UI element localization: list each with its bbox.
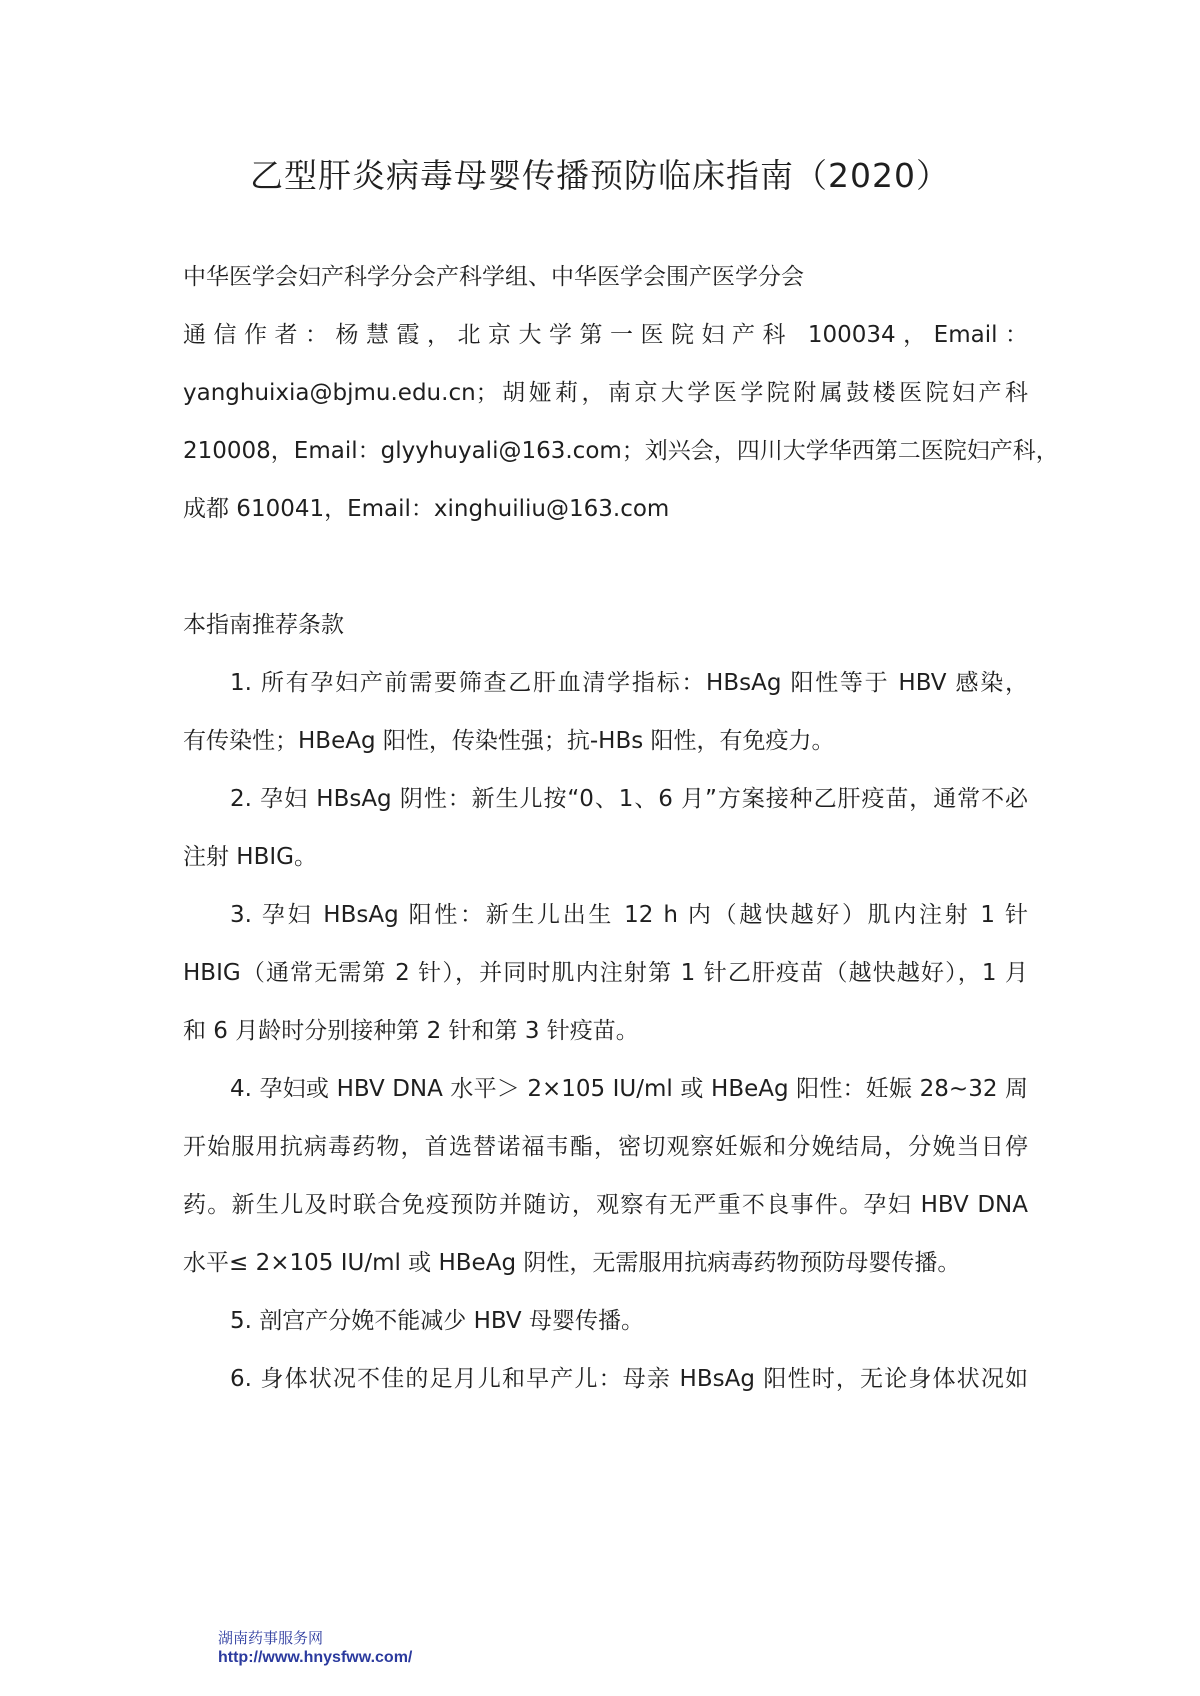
recommendation-4-line-4: 水平≤ 2×105 IU/ml 或 HBeAg 阴性，无需服用抗病毒药物预防母婴传播。 — [183, 1250, 961, 1276]
recommendation-6-line-1: 6. 身体状况不佳的足月儿和早产儿：母亲 HBsAg 阳性时，无论身体状况如 — [230, 1366, 1028, 1392]
recommendation-3-line-2: HBIG（通常无需第 2 针），并同时肌内注射第 1 针乙肝疫苗（越快越好），1 月 — [183, 960, 1028, 986]
correspondence-line-3: 210008，Email：glyyhuyali@163.com；刘兴会，四川大学华西第二医院妇产科， — [183, 438, 1059, 464]
recommendation-4-line-2: 开始服用抗病毒药物，首选替诺福韦酯，密切观察妊娠和分娩结局，分娩当日停 — [183, 1134, 1028, 1160]
recommendation-4-line-1: 4. 孕妇或 HBV DNA 水平＞ 2×105 IU/ml 或 HBeAg 阳性：妊娠 28~32 周 — [230, 1076, 1028, 1102]
footer-site-name: 湖南药事服务网 — [218, 1629, 324, 1647]
section-heading: 本指南推荐条款 — [183, 612, 344, 638]
recommendation-4-line-3: 药。新生儿及时联合免疫预防并随访，观察有无严重不良事件。孕妇 HBV DNA — [183, 1192, 1028, 1218]
recommendation-2-line-2: 注射 HBIG。 — [183, 844, 317, 870]
correspondence-line-2: yanghuixia@bjmu.edu.cn；胡娅莉，南京大学医学院附属鼓楼医院妇产科 — [183, 380, 1028, 406]
recommendation-1-line-1: 1. 所有孕妇产前需要筛查乙肝血清学指标：HBsAg 阳性等于 HBV 感染， — [230, 670, 1028, 696]
organization-line: 中华医学会妇产科学分会产科学组、中华医学会围产医学分会 — [183, 264, 804, 290]
correspondence-line-1: 通信作者：杨慧霞，北京大学第一医院妇产科 100034，Email： — [183, 322, 1028, 348]
recommendation-5-line-1: 5. 剖宫产分娩不能减少 HBV 母婴传播。 — [230, 1308, 644, 1334]
recommendation-3-line-1: 3. 孕妇 HBsAg 阳性：新生儿出生 12 h 内（越快越好）肌内注射 1 针 — [230, 902, 1028, 928]
correspondence-line-4: 成都 610041，Email：xinghuiliu@163.com — [183, 496, 670, 522]
recommendation-1-line-2: 有传染性；HBeAg 阳性，传染性强；抗-HBs 阳性，有免疫力。 — [183, 728, 835, 754]
recommendation-3-line-3: 和 6 月龄时分别接种第 2 针和第 3 针疫苗。 — [183, 1018, 639, 1044]
document-title: 乙型肝炎病毒母婴传播预防临床指南（2020） — [250, 156, 950, 195]
recommendation-2-line-1: 2. 孕妇 HBsAg 阴性：新生儿按“0、1、6 月”方案接种乙肝疫苗，通常不必 — [230, 786, 1028, 812]
footer-url-link[interactable]: http://www.hnysfww.com/ — [218, 1649, 413, 1666]
